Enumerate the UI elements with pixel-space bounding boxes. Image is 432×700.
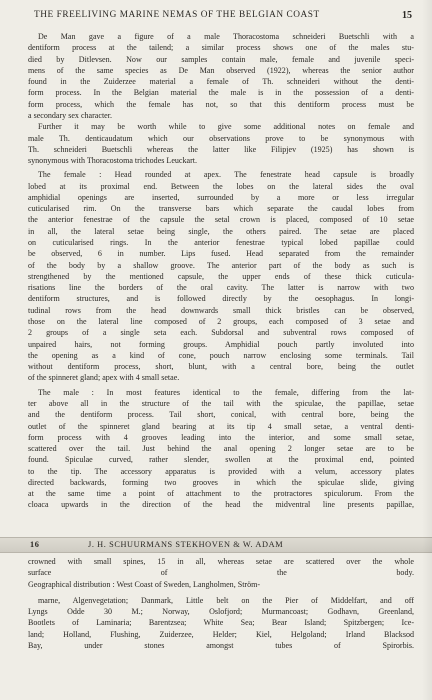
text-line: amphidial openings are inserted, surrounded by a more or less irregular — [28, 192, 414, 202]
next-page-number: 16 — [30, 540, 40, 549]
text-line: form process. In the Belgian material the male is in the possession of a denti- — [28, 88, 414, 98]
text-line: The female : Head rounded at apex. The fenestrate head capsule is broadly — [38, 170, 414, 180]
text-line: marne, Algenvegetation; Danmark, Little belt on the Pier of Middelfart, and off — [38, 595, 414, 605]
text-line: without dentiform process, short, blunt, with a central bore, being the outlet — [28, 362, 414, 372]
text-line: outlet of the spinneret gland bearing at its tip 4 small setae, a ventral denti- — [28, 421, 414, 431]
running-title: THE FREELIVING MARINE NEMAS OF THE BELGIAN COAST — [34, 10, 320, 20]
text-line: form process, which the female has not, so that this dentiform process must be — [28, 99, 414, 109]
text-line: Th. schneideri Buetschli whereas the latter like Filipjev (1925) has shown is — [28, 144, 414, 154]
text-line: found. Spiculae curved, rather slender, swollen at the proximal end, pointed — [28, 455, 414, 465]
text-line: crowned with small spines, 15 in all, whereas setae are scattered over the whole — [28, 557, 414, 566]
text-line: risations line the borders of the oral cavity. The latter is narrow with two — [28, 283, 414, 293]
text-line: synonymous with Thoracostoma trichodes Leuckart. — [28, 156, 198, 166]
text-line: directed backwards, forming two grooves in which the spiculae slide, giving — [28, 477, 414, 487]
text-line: Bootlets of Laminaria; Barentzsea; White Sea; Bear Island; Spitzbergen; Ice- — [28, 618, 414, 628]
text-line: Lyngs Odde 30 M.; Norway, Oslofjord; Murmancoast; Godhavn, Greenland, — [28, 607, 414, 617]
text-line: strengthened by the mentioned capsule, the upper ends of these thick cuticula- — [28, 271, 414, 281]
text-line: The male : In most features identical to the female, differing from the lat- — [38, 387, 414, 397]
text-line: Bay, under stones amongst tubes of Spirorbis. — [28, 640, 414, 650]
text-line: the opening as a kind of cone, pouch narrow enclosing some terminals. Tail — [28, 350, 414, 360]
text-line: 2 groups of a single seta each. Subdorsal and subventral rows composed of — [28, 328, 414, 338]
text-line: cloaca upwards in the direction of the head the midventral line presents papillae, — [28, 500, 414, 510]
text-line: on cuticularised rings. In the anterior fenestrae typical lobed papillae could — [28, 238, 414, 248]
text-line: scattered over the tail. Just behind the anal opening 2 longer setae are to be — [28, 444, 414, 454]
text-line: in all, the lateral setae being single, the others paired. The setae are placed — [28, 226, 414, 236]
text-line: a secondary sex character. — [28, 110, 112, 120]
text-line: form process with 4 grooves leading into the interior, and some small setae, — [28, 432, 414, 442]
next-page-running-title: J. H. SCHUURMANS STEKHOVEN & W. ADAM — [88, 540, 284, 549]
text-line: dentiform process at the tailend; a similar process shows one of the males stu- — [28, 43, 414, 53]
text-line: land; Holland, Flushing, Zuiderzee, Helder; Kiel, Helgoland; Irland Blacksod — [28, 629, 414, 639]
text-line: tudinal rows from the head downwards small thick bristles can be observed, — [28, 305, 414, 315]
text-line: mens of the same species as De Man observed (1922), whereas the senior author — [28, 65, 414, 75]
text-line: and the dentiform process. Tail short, conical, with central bore, being the — [28, 410, 414, 420]
text-line: the anterior fenestrae of the capsule the setal crown is placed, composed of 10 setae — [28, 215, 414, 225]
text-line: died by Ditlevsen. Now our samples contain male, female and juvenile speci- — [28, 54, 414, 64]
page-number: 15 — [402, 10, 412, 21]
text-line: lobed at its proximal end. Between the lobes on the lateral sides the oval — [28, 181, 414, 191]
text-line: De Man gave a figure of a male Thoracostoma schneideri Buetschli with a — [38, 32, 414, 41]
page-edge-shade — [422, 0, 432, 700]
text-line: those on the lateral line composed of 2 groups, each composed of 3 setae and — [28, 317, 414, 326]
text-line: male Th. denticaudatum which our observations prove to be synonymous with — [28, 133, 414, 143]
text-line: cuticularised rim. On the transverse bars which separate the caudal lobes from — [28, 204, 414, 214]
text-line: unpaired hairs, not forming groups. Amphidial pouch partly involuted into — [28, 339, 414, 349]
text-line: Geographical distribution : West Coast of Sweden, Langholmen, Ström- — [28, 579, 261, 589]
text-line: of the body by a shallow groove. The anterior part of the body as such is — [28, 260, 414, 270]
text-line: at the same time a point of attachment to the protractores spiculorum. From the — [28, 489, 414, 499]
next-page-header — [28, 539, 414, 550]
text-line: found in the Zuiderzee material a female of Th. schneideri without the denti- — [28, 77, 414, 87]
text-line: Further it may be worth while to give some additional notes on female and — [38, 122, 414, 132]
text-line: be observed, 6 in number. Lips fused. Head separated from the remainder — [28, 249, 414, 259]
text-line: ter above all in the structure of the tail with the spiculae, the papillae, setae — [28, 398, 414, 408]
text-line: dentiform structures, and is followed directly by the oesophagus. In longi- — [28, 294, 414, 304]
text-line: of the spinneret gland; apex with 4 small setae. — [28, 373, 180, 383]
text-line: surface of the body. — [28, 568, 414, 578]
text-line: to the tip. The accessory apparatus is provided with a velum, accessory plates — [28, 466, 414, 476]
running-header — [34, 10, 412, 24]
